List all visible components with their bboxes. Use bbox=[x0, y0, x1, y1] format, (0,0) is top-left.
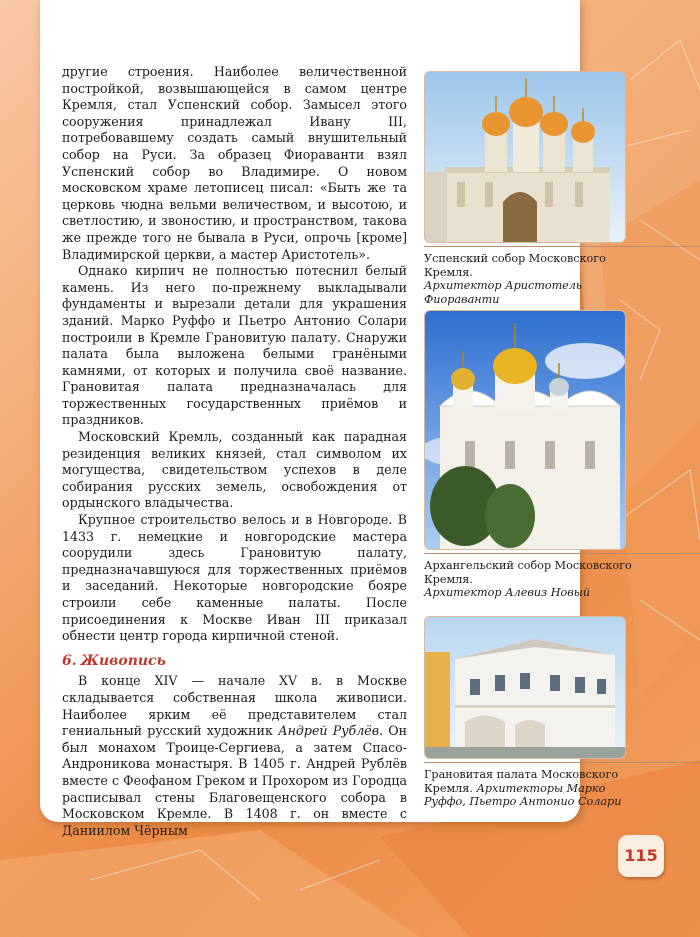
caption-3-architect: Архитекторы Марко Руффо, Пьетро Антонио Солари bbox=[424, 781, 622, 809]
divider-2 bbox=[424, 553, 700, 554]
caption-3 bbox=[424, 768, 644, 809]
paragraph-5-start: В конце XIV — начале XV в. в Москве складывается собственная школа живописи. Наиболее ярким её представителем стал гениальный русский художник bbox=[62, 673, 407, 739]
paragraph-3: Московский Кремль, созданный как парадная резиденция великих князей, стал символом их могущества, свидетельством успехов в деле собирания русских земель, освобождения от ордынского владычества. bbox=[62, 429, 407, 511]
caption-2-architect: Архитектор Алевиз Новый bbox=[424, 586, 591, 600]
photo-archangel-cathedral bbox=[424, 310, 626, 550]
page-number: 115 bbox=[618, 835, 664, 877]
caption-1 bbox=[424, 252, 644, 306]
caption-1-title: Успенский собор Московского Кремля. bbox=[424, 252, 606, 279]
main-text bbox=[62, 64, 407, 839]
divider-3 bbox=[424, 762, 700, 763]
photo-uspensky-cathedral bbox=[424, 71, 626, 243]
paragraph-5 bbox=[62, 673, 407, 839]
caption-2-title: Архангельский собор Московского Кремля. bbox=[424, 559, 632, 586]
paragraph-2: Однако кирпич не полностью потеснил белый камень. Из него по-прежнему выкладывали фундаменты и вырезали детали для украшения зданий. Марко Руффо и Пьетро Антонио Солари построили в Кремле Грановитую палату. Снаружи палата была выложена белыми гранёными камнями, от которых и получила своё название. Грановитая палата предназначалась для торжественных государственных приёмов и праздников. bbox=[62, 263, 407, 428]
artist-name: Андрей Рублёв bbox=[278, 723, 380, 739]
caption-2 bbox=[424, 559, 644, 600]
photo-faceted-chamber bbox=[424, 616, 626, 759]
caption-1-architect: Архитектор Аристотель Фиораванти bbox=[424, 279, 583, 306]
paragraph-1: другие строения. Наиболее величественной постройкой, возвышающейся в самом центре Кремля, стал Успенский собор. Замысел этого сооружения принадлежал Ивану III, потребовавшему создать самый внушительный собор на Руси. За образец Фиораванти взял Успенский собор во Владимире. О новом московском храме летописец писал: «Быть же та церковь чюдна вельми величеством, и высотою, и светлостию, и звоностию, и пространством, такова же прежде того не бывала в Руси, опрочь [кроме] Владимирской церкви, а мастер Аристотель». bbox=[62, 64, 407, 262]
caption-3-title: Грановитая палата Московского Кремля. bbox=[424, 768, 619, 795]
section-number: 6. bbox=[62, 652, 77, 669]
section-heading bbox=[62, 653, 407, 670]
divider-1 bbox=[424, 246, 700, 247]
paragraph-5-end: . Он был монахом Троице-Сергиева, а затем Спасо-Андроникова монастыря. В 1405 г. Андрей Рублёв вместе с Феофаном Греком и Прохором из Городца расписывал стены Благовещенского собора в Московском Кремле. В 1408 г. он вместе с Даниилом Чёрным bbox=[62, 723, 407, 838]
paragraph-4: Крупное строительство велось и в Новгороде. В 1433 г. немецкие и новгородские мастера соорудили здесь Грановитую палату, предназначавшуюся для торжественных приёмов и заседаний. Некоторые новгородские бояре строили себе каменные палаты. После присоединения к Москве Иван III приказал обнести центр города кирпичной стеной. bbox=[62, 512, 407, 644]
section-title: Живопись bbox=[80, 652, 166, 669]
